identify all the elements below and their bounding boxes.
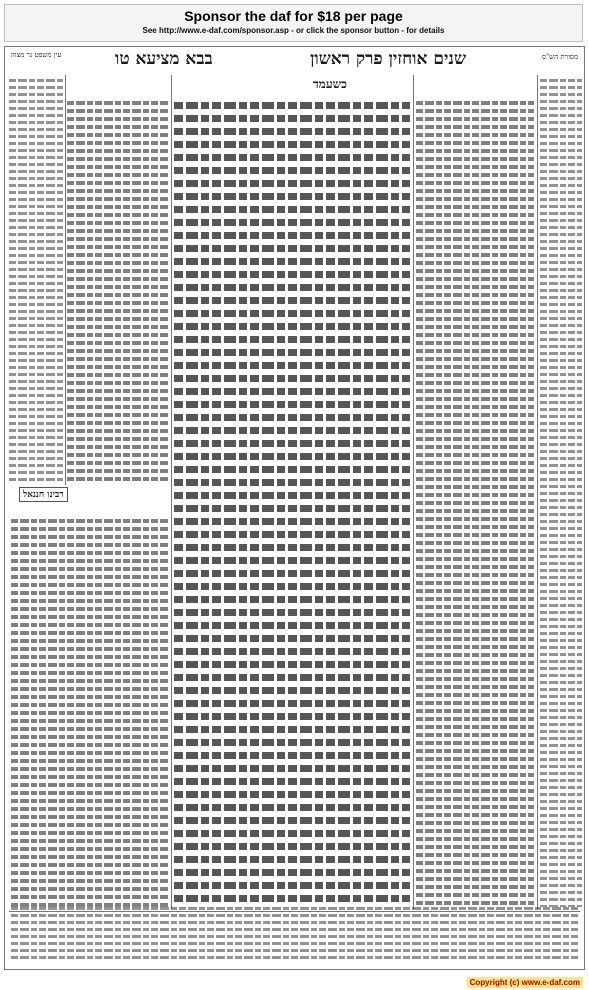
sponsor-banner[interactable] [4,4,583,42]
page-header-chapter: שנים אוחזין פרק ראשון [310,49,466,69]
ein-mishpat-label: עין משפט נר מצוה [10,51,62,59]
copyright-link[interactable]: Copyright (c) www.e-daf.com [467,977,583,988]
sponsor-title: Sponsor the daf for $18 per page [184,8,403,24]
tosafot-commentary-top [67,99,168,484]
ein-mishpat-notes [9,77,63,482]
rabbeinu-chananel-label: רבינו חננאל [19,487,68,502]
tosafot-rule [171,75,172,909]
page-header-folio: בבא מציעא טו [115,49,213,69]
ein-mishpat-rule [65,75,66,485]
right-margin-rule [537,75,538,909]
gemara-text [174,99,410,907]
footer-notes [11,905,578,961]
gemara-opening-word: כשעמד [312,77,347,91]
talmud-page [4,46,585,970]
rashi-rule [413,75,414,909]
sponsor-subtitle: See http://www.e-daf.com/sponsor.asp - or click the sponsor button - for details [142,26,445,35]
rashi-commentary [416,99,534,907]
masoret-hashas-label: מסורת הש"ס [541,53,579,61]
right-margin-notes [540,77,582,907]
tosafot-commentary-bottom [11,517,168,907]
